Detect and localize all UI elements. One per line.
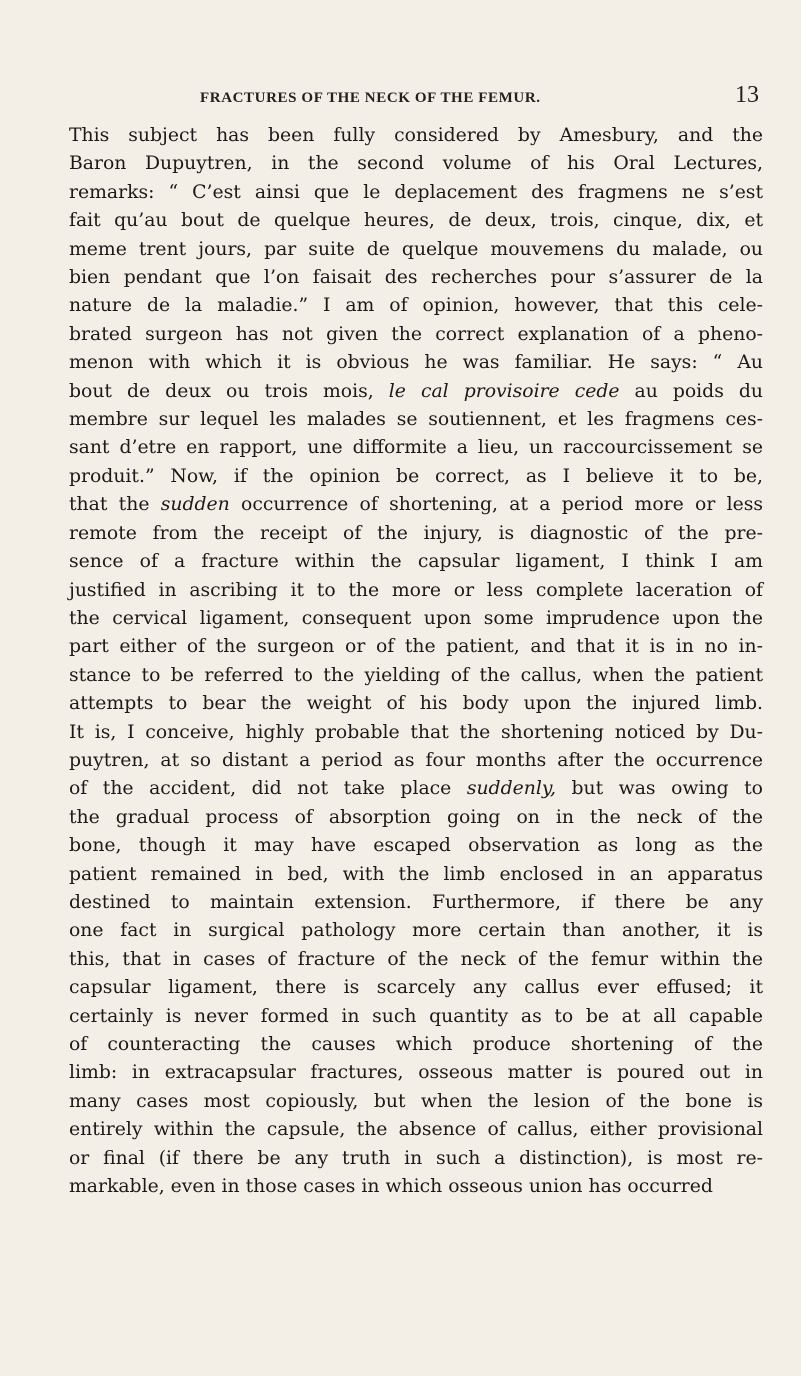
text-line <box>69 1059 763 1087</box>
text-line <box>69 122 763 150</box>
text-line <box>69 1031 763 1059</box>
text-line <box>69 974 763 1002</box>
text-line <box>69 179 763 207</box>
text-run: bien pendant que l’on faisait des recherches pour s’assurer de la <box>69 267 763 289</box>
text-run: or final (if there be any truth in such a distinction), is most re- <box>69 1147 763 1169</box>
text-run: entirely within the capsule, the absence of callus, either provisional <box>69 1119 763 1141</box>
text-line <box>69 832 763 860</box>
text-run: occurrence of shortening, at a period more or less <box>229 494 763 516</box>
text-run: justified in ascribing it to the more or less complete laceration of <box>69 579 763 601</box>
text-run: destined to maintain extension. Furthermore, if there be any <box>69 891 763 913</box>
text-line <box>69 917 763 945</box>
text-run: meme trent jours, par suite de quelque mouvemens du malade, ou <box>69 238 763 260</box>
text-run: Baron Dupuytren, in the second volume of his Oral Lectures, <box>69 153 763 175</box>
text-run: certainly is never formed in such quantity as to be at all capable <box>69 1005 763 1027</box>
text-run: this, that in cases of fracture of the neck of the femur within the <box>69 948 763 970</box>
text-line <box>69 775 763 803</box>
text-run: attempts to bear the weight of his body upon the injured limb. <box>69 693 763 715</box>
text-run: menon with which it is obvious he was familiar. He says: “ Au <box>69 352 763 374</box>
text-run: puytren, at so distant a period as four months after the occurrence <box>69 749 763 771</box>
text-run: sence of a fracture within the capsular ligament, I think I am <box>69 551 763 573</box>
text-run: remarks: “ C’est ainsi que le deplacement des fragmens ne s’est <box>69 181 763 203</box>
text-line <box>69 378 763 406</box>
body-paragraph <box>69 122 763 1201</box>
italic-text: suddenly, <box>466 778 556 800</box>
running-head <box>200 82 759 110</box>
text-run: fait qu’au bout de quelque heures, de deux, trois, cinque, dix, et <box>69 210 763 232</box>
text-run: It is, I conceive, highly probable that the shortening noticed by Du- <box>69 721 763 743</box>
text-run: one fact in surgical pathology more certain than another, it is <box>69 920 763 942</box>
text-line <box>69 605 763 633</box>
text-run: brated surgeon has not given the correct explanation of a pheno- <box>69 323 763 345</box>
text-run: bout de deux ou trois mois, <box>69 380 389 402</box>
text-run: of counteracting the causes which produce shortening of the <box>69 1034 763 1055</box>
page-number: 13 <box>735 82 759 108</box>
text-run: many cases most copiously, but when the lesion of the bone is <box>69 1090 763 1112</box>
text-run: of the accident, did not take place <box>69 778 467 800</box>
text-line <box>69 804 763 832</box>
text-line <box>69 1145 763 1173</box>
italic-text: sudden <box>160 494 230 516</box>
text-line <box>69 861 763 889</box>
text-run: bone, though it may have escaped observation as long as the <box>69 835 763 857</box>
italic-text: le cal provisoire cede <box>388 380 620 402</box>
text-run: nature de la maladie.” I am of opinion, however, that this cele- <box>69 295 763 317</box>
text-line <box>69 719 763 747</box>
text-line <box>69 1173 763 1201</box>
text-line <box>69 236 763 264</box>
text-line <box>69 548 763 576</box>
text-run: markable, even in those cases in which osseous union has occurred <box>69 1176 713 1198</box>
text-run: that the <box>69 494 161 516</box>
text-line <box>69 264 763 292</box>
text-line <box>69 321 763 349</box>
text-run: capsular ligament, there is scarcely any callus ever effused; it <box>69 977 763 999</box>
text-run: membre sur lequel les malades se soutiennent, et les fragmens ces- <box>69 409 763 431</box>
text-run: produit.” Now, if the opinion be correct, as I believe it to be, <box>69 465 763 487</box>
text-run: the gradual process of absorption going on in the neck of the <box>69 806 763 828</box>
text-line <box>69 349 763 377</box>
text-line <box>69 747 763 775</box>
text-line <box>69 491 763 519</box>
text-line <box>69 889 763 917</box>
text-run: the cervical ligament, consequent upon some imprudence upon the <box>69 607 763 629</box>
text-line <box>69 434 763 462</box>
text-run: limb: in extracapsular fractures, osseous matter is poured out in <box>69 1062 763 1084</box>
text-line <box>69 577 763 605</box>
text-line <box>69 633 763 661</box>
text-line <box>69 406 763 434</box>
text-line <box>69 463 763 491</box>
text-run: stance to be referred to the yielding of the callus, when the patient <box>69 664 763 686</box>
text-line <box>69 520 763 548</box>
text-line <box>69 1003 763 1031</box>
text-run: This subject has been fully considered by Amesbury, and the <box>69 125 763 146</box>
text-run: au poids du <box>619 380 764 402</box>
text-run: sant d’etre en rapport, une difformite a lieu, un raccourcissement se <box>69 437 763 459</box>
text-line <box>69 690 763 718</box>
text-line <box>69 946 763 974</box>
text-line <box>69 150 763 178</box>
running-title: FRACTURES OF THE NECK OF THE FEMUR. <box>200 90 541 106</box>
text-line <box>69 207 763 235</box>
text-run: patient remained in bed, with the limb enclosed in an apparatus <box>69 863 763 885</box>
text-run: part either of the surgeon or of the patient, and that it is in no in- <box>69 636 763 658</box>
text-run: remote from the receipt of the injury, is diagnostic of the pre- <box>69 522 763 544</box>
text-run: but was owing to <box>555 778 763 800</box>
text-line <box>69 292 763 320</box>
text-line <box>69 1116 763 1144</box>
text-line <box>69 662 763 690</box>
text-line <box>69 1088 763 1116</box>
